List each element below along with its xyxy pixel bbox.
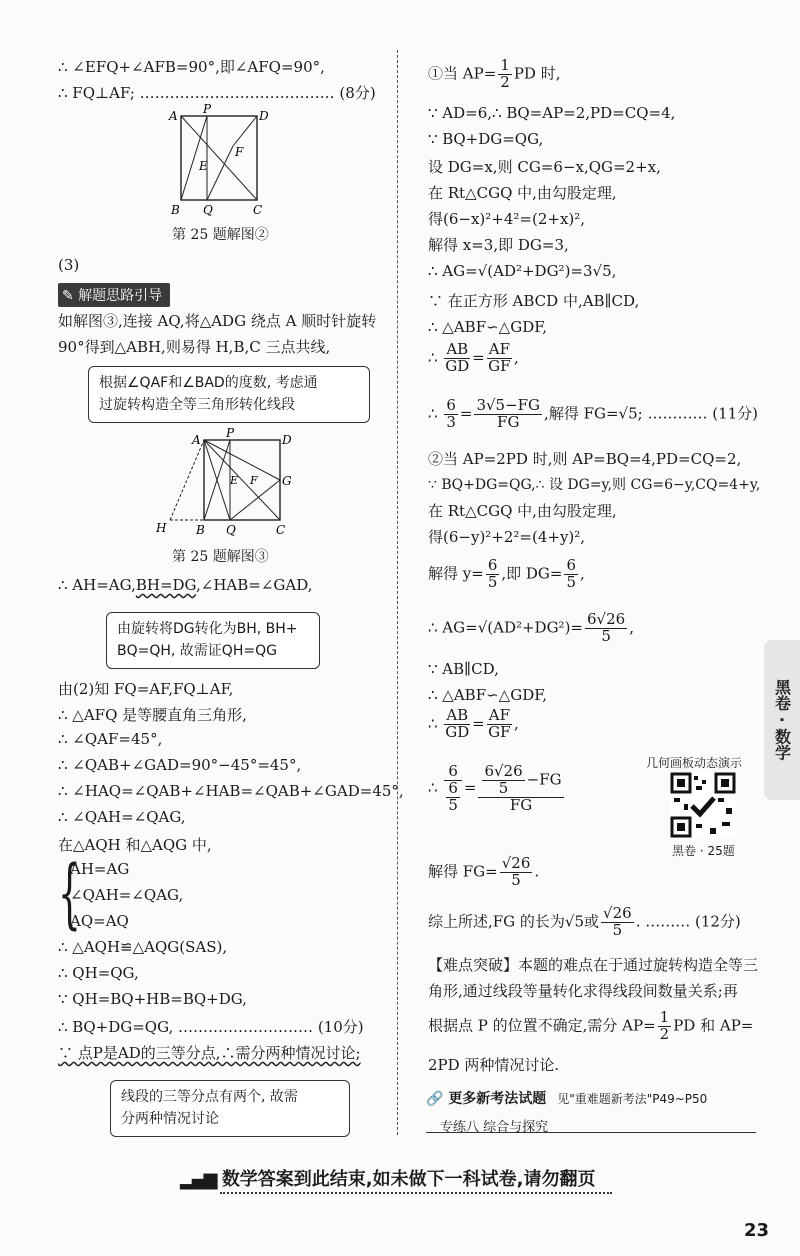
label-e-3: E xyxy=(230,474,239,487)
fraction-6-3 xyxy=(444,398,458,431)
label-h-3: H xyxy=(156,521,167,535)
fraction-denominator: GD xyxy=(445,722,470,741)
line-r3: ∵ BQ+DG=QG, xyxy=(428,130,544,148)
qr-label: 几何画板动态演示 xyxy=(646,756,743,770)
label-d: D xyxy=(259,109,269,123)
hint-bubble-3 xyxy=(110,1080,350,1137)
part-3-label: (3) xyxy=(58,256,80,274)
fraction-denominator: 5 xyxy=(612,920,623,939)
line-ah-ag-part1: ∴ AH=AG, xyxy=(58,576,136,594)
line-r10: ∴ △ABF∽△GDF, xyxy=(428,318,548,336)
fraction-denominator: 5 xyxy=(487,572,498,591)
line-r7: 解得 x=3,即 DG=3, xyxy=(428,236,569,254)
hard-point-line-3-prefix: 根据点 P 的位置不确定,需分 AP= xyxy=(428,1016,656,1035)
fraction-one-half-b xyxy=(658,1010,672,1043)
fraction-denominator: FG xyxy=(497,412,520,431)
footer-text: 数学答案到此结束,如未做下一科试卷,请勿翻页 xyxy=(221,1169,596,1190)
line-r9: ∵ 在正方形 ABCD 中,AB∥CD, xyxy=(428,292,640,310)
ratio-line-2: ∴ $\frac{6}{3}$ = $\frac{3√5-FG}{FG}$ ,解得 FG=√5; ………… (11分) xyxy=(428,396,759,431)
fraction-af-gf-2 xyxy=(487,708,512,741)
guide-line-1: 如解图③,连接 AQ,将△ADG 绕点 A 顺时针旋转 xyxy=(58,312,377,330)
fraction-6root26-5 xyxy=(585,612,627,645)
fraction-numerator: 6 xyxy=(566,556,577,574)
column-divider xyxy=(397,50,398,1135)
fraction-numerator: AB xyxy=(446,340,469,358)
fraction-denominator: 5 xyxy=(566,572,577,591)
line-s8: 在△AQH 和△AQG 中, xyxy=(58,836,212,854)
segment-df xyxy=(233,116,257,146)
fraction-denominator: 5 xyxy=(601,626,611,645)
line-r13: ∵ BQ+DG=QG,∴ 设 DG=y,则 CG=6−y,CQ=4+y, xyxy=(428,477,761,493)
line-r18: ∵ AB∥CD, xyxy=(428,660,499,678)
label-p-3: P xyxy=(226,428,235,440)
segment-ha xyxy=(170,440,204,520)
label-f-3: F xyxy=(250,474,258,487)
footer-notice xyxy=(180,1165,596,1191)
fraction-numerator: 6√26 xyxy=(484,762,523,780)
line-angle-afq: ∴ ∠EFQ+∠AFB=90°,即∠AFQ=90°, xyxy=(58,58,325,76)
fraction-denominator: FG xyxy=(509,795,533,814)
fraction-numerator: 6 xyxy=(444,764,462,781)
ratio-line-4: ∴ 6 6 5 = $\frac{6√26}{5}$ −FG FG xyxy=(428,762,562,814)
case-1-suffix: PD 时, xyxy=(513,64,561,83)
fraction-numerator: √26 xyxy=(501,854,531,872)
line-r23-prefix: 综上所述,FG 的长为√5或 xyxy=(428,912,600,931)
segment-fq xyxy=(207,146,233,200)
fraction-6-5-a xyxy=(486,558,500,591)
fraction-af-gf xyxy=(487,342,512,375)
line-s9: ∴ △AQH≌△AQG(SAS), xyxy=(58,938,228,956)
fraction-complex xyxy=(478,764,563,813)
label-a-3: A xyxy=(192,433,201,447)
line-r17: ∴ AG=√(AD²+DG²)= $\frac{6√26}{5}$ , xyxy=(428,610,634,645)
hint-bubble-1-line2: 过旋转构造全等三角形转化线段 xyxy=(99,397,295,414)
line-r23 xyxy=(428,906,741,939)
ratio-line-2-tail: ,解得 FG=√5; ………… (11分) xyxy=(544,404,759,423)
line-s12: ∴ BQ+DG=QG, ……………………… (10分) xyxy=(58,1018,364,1036)
hint-bubble-2-line2: BQ=QH, 故需证QH=QG xyxy=(117,643,277,660)
line-ah-ag-part3: ,∠HAB=∠GAD, xyxy=(196,576,313,594)
hard-point-line-3-tail: PD 和 AP= xyxy=(673,1016,754,1035)
side-tab: 黑卷 · 数学 xyxy=(764,640,800,800)
case-2-heading: ②当 AP=2PD 时,则 AP=BQ=4,PD=CQ=2, xyxy=(428,450,742,468)
fraction-denominator: GF xyxy=(488,722,511,741)
label-a: A xyxy=(169,109,178,123)
case-1-prefix: ①当 AP= xyxy=(428,64,497,83)
fraction-6-5-b xyxy=(564,558,578,591)
line-r15: 得(6−y)²+2²=(4+y)², xyxy=(428,528,586,546)
fraction-numerator: 6 xyxy=(448,778,458,797)
label-b: B xyxy=(171,203,180,217)
ratio-line-3: ∴ $\frac{AB}{GD}$ = $\frac{AF}{GF}$ , xyxy=(428,706,519,741)
line-r14: 在 Rt△CGQ 中,由勾股定理, xyxy=(428,502,617,520)
line-r22: 解得 FG= $\frac{√26}{5}$ . xyxy=(428,854,540,889)
hint-bubble-1 xyxy=(88,366,370,423)
brace-icon: { xyxy=(58,851,81,938)
more-questions-label: 更多新考法试题 xyxy=(448,1091,547,1107)
fraction-6-over-6-5 xyxy=(444,764,462,813)
hard-point-line-1: 【难点突破】本题的难点在于通过旋转构造全等三 xyxy=(428,956,759,974)
guide-line-2: 90°得到△ABH,则易得 H,B,C 三点共线, xyxy=(58,338,331,356)
line-fq-perp-af: ∴ FQ⊥AF; ………………………………… (8分) xyxy=(58,84,376,102)
fraction-numerator: 6 xyxy=(487,556,498,574)
fraction-ab-gd-2 xyxy=(444,708,470,741)
label-f: F xyxy=(235,145,244,159)
line-s4: ∴ ∠QAF=45°, xyxy=(58,730,163,748)
line-ah-ag xyxy=(58,576,312,594)
link-icon: 🔗 xyxy=(426,1091,444,1107)
figure-25-3-caption: 第 25 题解图③ xyxy=(172,549,269,565)
line-r22-prefix: 解得 FG= xyxy=(428,862,498,881)
fraction-numerator: 6√26 xyxy=(587,610,626,628)
hard-point-line-4: 2PD 两种情况讨论. xyxy=(428,1056,560,1074)
more-questions[interactable] xyxy=(426,1088,707,1108)
system-line-2: ∠QAH=∠QAG, xyxy=(70,886,184,904)
more-questions-ref: 见"重难题新考法"P49~P50 xyxy=(557,1092,708,1106)
label-q-3: Q xyxy=(226,523,236,537)
line-s7: ∴ ∠QAH=∠QAG, xyxy=(58,808,186,826)
hint-bubble-2-line1: 由旋转将DG转化为BH, BH+ xyxy=(117,621,298,637)
ratio-line-1: ∴ $\frac{AB}{GD}$ = $\frac{AF}{GF}$ , xyxy=(428,340,519,375)
fraction-3root5-fg xyxy=(474,398,542,431)
segment-ac xyxy=(181,116,257,200)
fraction-denominator: 3 xyxy=(446,412,456,431)
line-r17-prefix: ∴ AG=√(AD²+DG²)= xyxy=(428,618,583,637)
line-s10: ∴ QH=QG, xyxy=(58,964,139,982)
figure-25-2-caption: 第 25 题解图② xyxy=(172,227,269,243)
fraction-numerator: 1 xyxy=(659,1008,670,1026)
hint-bubble-3-line2: 分两种情况讨论 xyxy=(121,1111,219,1128)
line-r16-mid: ,即 DG= xyxy=(501,564,563,583)
pencil-icon: ✎ xyxy=(62,288,74,304)
fraction-denominator: 2 xyxy=(659,1024,670,1043)
label-c-3: C xyxy=(276,523,286,537)
fraction-numerator: $\frac{6√26}{5}$ −FG xyxy=(478,764,563,798)
special-practice: 专练八 综合与探究 xyxy=(440,1120,549,1135)
line-r23-tail: . ……… (12分) xyxy=(635,912,741,931)
fraction-numerator: √26 xyxy=(603,904,632,922)
hard-point-line-2: 角形,通过线段等量转化求得线段间数量关系;再 xyxy=(428,982,738,1000)
line-r16-prefix: 解得 y= xyxy=(428,564,484,583)
line-r5: 在 Rt△CGQ 中,由勾股定理, xyxy=(428,184,617,202)
fraction-6-5-c xyxy=(446,778,460,814)
fraction-denominator: 5 xyxy=(511,870,521,889)
line-s3: ∴ △AFQ 是等腰直角三角形, xyxy=(58,706,247,724)
fraction-numerator: 6 xyxy=(446,396,456,414)
fraction-root26-5 xyxy=(500,856,533,889)
fraction-6root26-5-b xyxy=(482,764,524,797)
fraction-ab-gd xyxy=(444,342,470,375)
label-d-3: D xyxy=(282,433,292,447)
segment-pb xyxy=(181,116,207,200)
fraction-denominator: GF xyxy=(488,356,511,375)
line-s2: 由(2)知 FQ=AF,FQ⊥AF, xyxy=(58,680,234,698)
line-s13: ∵ 点P是AD的三等分点,∴需分两种情况讨论; xyxy=(58,1044,361,1062)
qr-code-icon[interactable] xyxy=(670,772,736,838)
fraction-numerator: AF xyxy=(488,706,510,724)
qr-caption: 黑卷 · 25题 xyxy=(672,844,735,858)
line-r16: 解得 y= $\frac{6}{5}$ ,即 DG= $\frac{6}{5}$ , xyxy=(428,556,585,591)
line-r8: ∴ AG=√(AD²+DG²)=3√5, xyxy=(428,262,617,280)
figure-25-3 xyxy=(152,428,302,546)
line-r2: ∵ AD=6,∴ BQ=AP=2,PD=CQ=4, xyxy=(428,104,676,122)
bar-icon: ▂▄▆ xyxy=(180,1169,216,1190)
line-r6: 得(6−x)²+4²=(2+x)², xyxy=(428,210,586,228)
fraction-denominator: 5 xyxy=(448,795,458,814)
fraction-denominator: GD xyxy=(445,356,470,375)
line-ah-ag-bh-dg: BH=DG xyxy=(135,576,196,594)
fraction-one-half xyxy=(498,58,512,91)
label-p: P xyxy=(203,104,212,116)
fraction-numerator: AF xyxy=(488,340,510,358)
label-q: Q xyxy=(203,203,213,217)
label-e: E xyxy=(199,159,208,173)
divider-line xyxy=(426,1132,756,1133)
hint-bubble-2 xyxy=(106,612,320,669)
fraction-numerator: 3√5−FG xyxy=(476,396,541,414)
line-r19: ∴ △ABF∽△GDF, xyxy=(428,686,548,704)
line-s6: ∴ ∠HAQ=∠QAB+∠HAB=∠QAB+∠GAD=45°, xyxy=(58,782,404,800)
system-line-1: AH=AG xyxy=(70,860,130,878)
system-line-3: AQ=AQ xyxy=(70,912,129,930)
footer-dotted-line xyxy=(220,1192,612,1194)
fraction-denominator: 2 xyxy=(500,72,510,91)
segment-ac-3 xyxy=(204,440,280,520)
label-g-3: G xyxy=(282,474,292,488)
label-c: C xyxy=(253,203,263,217)
fraction-numerator: AB xyxy=(446,706,469,724)
page-number: 23 xyxy=(744,1220,770,1241)
hard-point-line-3 xyxy=(428,1010,753,1043)
fraction-denominator: 5 xyxy=(498,778,509,797)
fraction-numerator: 1 xyxy=(500,56,510,74)
guide-tag-label: 解题思路引导 xyxy=(78,288,163,304)
case-1-heading xyxy=(428,58,560,91)
guide-tag xyxy=(58,283,170,307)
line-r4: 设 DG=x,则 CG=6−x,QG=2+x, xyxy=(428,158,661,176)
label-b-3: B xyxy=(196,523,205,537)
figure-25-2 xyxy=(165,104,275,222)
line-s11: ∵ QH=BQ+HB=BQ+DG, xyxy=(58,990,247,1008)
line-s5: ∴ ∠QAB+∠GAD=90°−45°=45°, xyxy=(58,756,302,774)
hint-bubble-3-line1: 线段的三等分点有两个, 故需 xyxy=(121,1089,298,1105)
hint-bubble-1-line1: 根据∠QAF和∠BAD的度数, 考虑通 xyxy=(99,375,318,391)
fraction-root26-5-b xyxy=(601,906,634,939)
